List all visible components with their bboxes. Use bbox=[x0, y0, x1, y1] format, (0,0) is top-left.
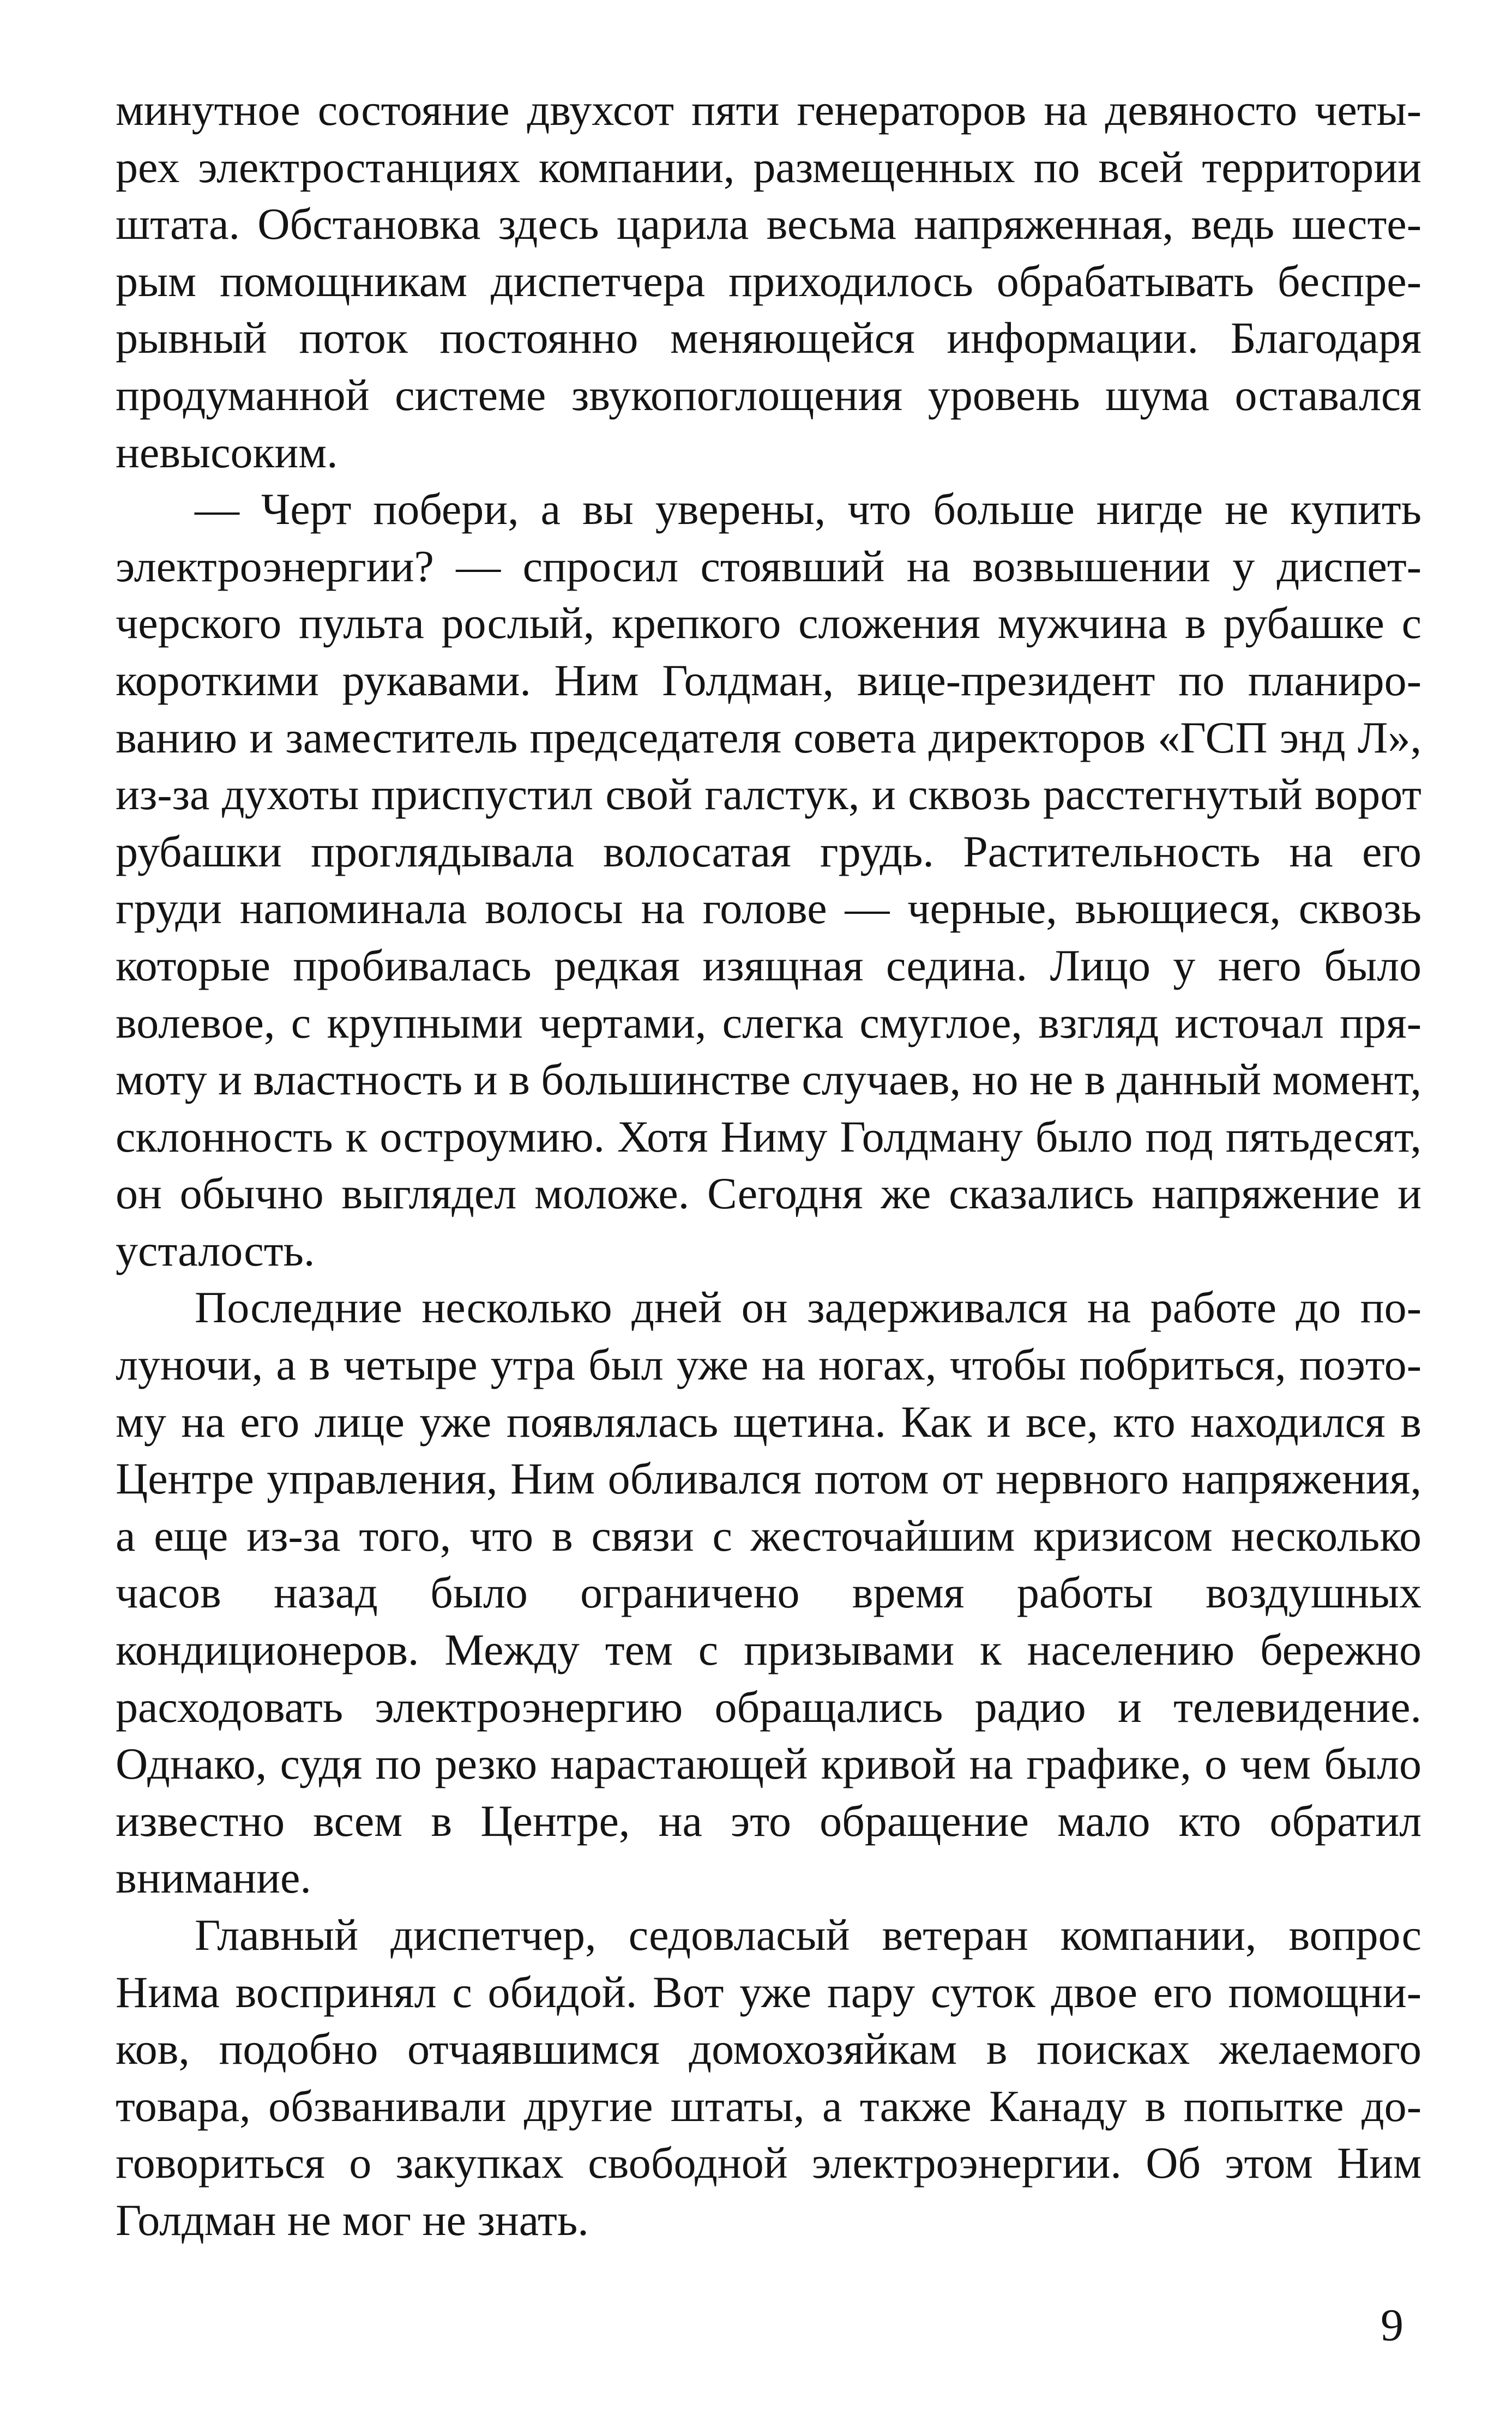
paragraph-3: Последние несколько дней он задерживался на работе до полуночи, а в четыре утра был уже на ногах, чтобы побриться, поэтому на его лице уже появлялась щетина. Как и все, кто находился в Центре управления, Ним обливался потом от нервного напряжения, а еще из-за того, что в связи с жесточайшим кризисом несколько часов назад было ограничено время работы воздушных кондиционеров. Между тем с призывами к населению бережно расходовать электроэнергию обращались радио и телевидение. Однако, судя по резко нарастающей кривой на графике, о чем было известно всем в Центре, на это обращение мало кто обратил внимание. bbox=[116, 1282, 1421, 1903]
page-number: 9 bbox=[1381, 2300, 1403, 2351]
paragraph-1: минутное состояние двухсот пяти генераторов на девяносто четырех электростанциях компании, размещенных по всей территории штата. Обстановка здесь царила весьма напряженная, ведь шестерым помощникам диспетчера приходилось обрабатывать беспрерывный поток постоянно меняющейся информации. Благодаря продуманной системе звукопоглощения уровень шума оставался невысоким. bbox=[116, 85, 1421, 477]
paragraph-4: Главный диспетчер, седовласый ветеран компании, вопрос Нима воспринял с обидой. Вот уже пару суток двое его помощников, подобно отчаявшимся домохозяйкам в поисках желаемого товара, обзванивали другие штаты, а также Канаду в попытке договориться о закупках свободной электроэнергии. Об этом Ним Голдман не мог не знать. bbox=[116, 1910, 1421, 2245]
page-text bbox=[116, 82, 1421, 2249]
paragraph-2: — Черт побери, а вы уверены, что больше нигде не купить электроэнергии? — спросил стоявший на возвышении у диспетчерского пульта рослый, крепкого сложения мужчина в рубашке с короткими рукавами. Ним Голдман, вице-президент по планированию и заместитель председателя совета директоров «ГСП энд Л», из-за духоты приспустил свой галстук, и сквозь расстегнутый ворот рубашки проглядывала волосатая грудь. Растительность на его груди напоминала волосы на голове — черные, вьющиеся, сквозь которые пробивалась редкая изящная седина. Лицо у него было волевое, с крупными чертами, слегка смуглое, взгляд источал прямоту и властность и в большинстве случаев, но не в данный момент, склонность к остроумию. Хотя Ниму Голдману было под пятьдесят, он обычно выглядел моложе. Сегодня же сказались напряжение и усталость. bbox=[116, 484, 1421, 1275]
